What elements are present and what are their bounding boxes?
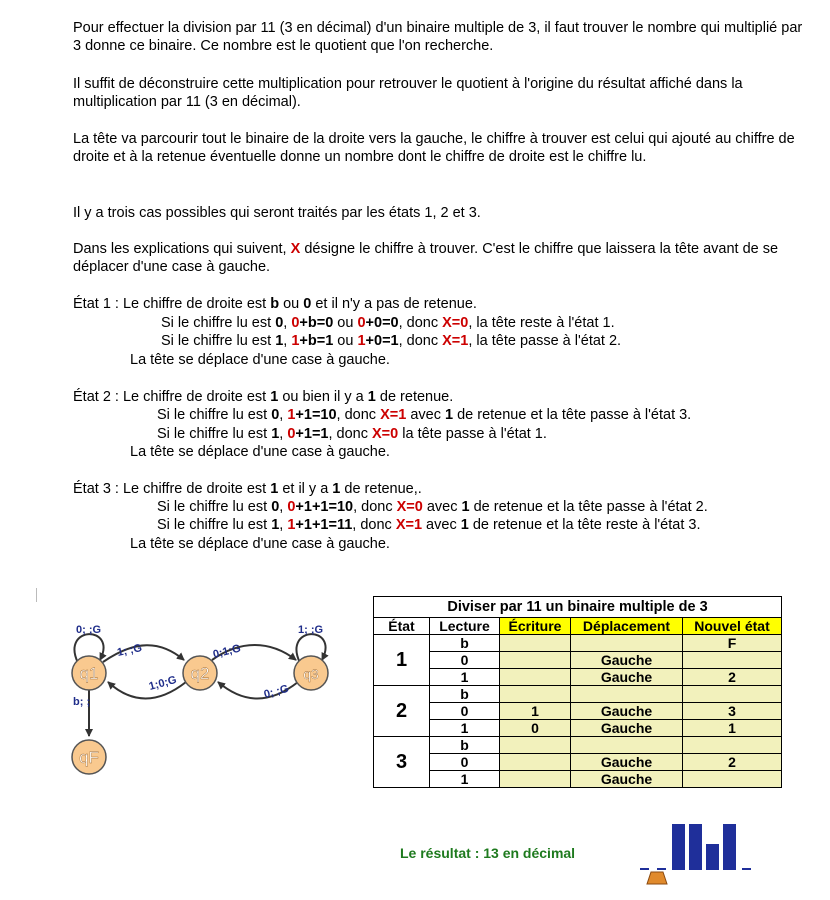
e1l2-k: X=1 <box>442 333 469 349</box>
e3l2-b: 1 <box>271 517 280 533</box>
e3l1-f: , donc <box>353 499 397 515</box>
nouvel-etat-cell: 2 <box>683 754 782 771</box>
e1l1-l: , la tête reste à l'état 1. <box>468 315 615 331</box>
etat2-case-1 <box>157 425 547 443</box>
e1l1-h: 0 <box>357 315 366 331</box>
etat-cell: 3 <box>374 737 430 788</box>
e1l2-i: +0=1 <box>365 333 399 349</box>
etat2-head-a: État 2 : Le chiffre de droite est <box>73 389 271 405</box>
table-row <box>374 686 782 703</box>
e1l2-f: b=1 <box>307 333 334 349</box>
e2l2-h: la tête passe à l'état 1. <box>398 426 547 442</box>
header-nouvel-etat: Nouvel état <box>683 618 782 635</box>
margin-mark <box>36 588 37 602</box>
etat1-head-e: et il n'y a pas de retenue. <box>311 296 477 312</box>
e1l1-c: , <box>283 315 292 331</box>
intro-paragraph-1: Pour effectuer la division par 11 (3 en décimal) d'un binaire multiple de 3, il faut trouver le nombre qui multiplié par 3 donne ce binaire. Ce nombre est le quotient que l'on recherche. <box>73 20 803 54</box>
etat2-head-e: de retenue. <box>375 389 454 405</box>
tape-bar-zero <box>706 844 719 870</box>
etat1-case-1 <box>161 332 621 350</box>
table-caption: Diviser par 11 un binaire multiple de 3 <box>374 597 782 618</box>
table-row <box>374 720 782 737</box>
e3l1-h: avec <box>422 499 462 515</box>
e3l1-d: 0 <box>287 499 296 515</box>
p5-text-a: Dans les explications qui suivent, <box>73 241 291 257</box>
intro-paragraph-4: Il y a trois cas possibles qui seront traités par les états 1, 2 et 3. <box>73 205 481 221</box>
e1l1-d: 0 <box>291 315 300 331</box>
e3l2-f: , donc <box>352 517 396 533</box>
e1l2-a: Si le chiffre lu est <box>161 333 276 349</box>
e1l1-a: Si le chiffre lu est <box>161 315 276 331</box>
e3l2-d: 1 <box>287 517 296 533</box>
ecriture-cell: 0 <box>500 720 571 737</box>
e2l2-f: , donc <box>328 426 373 442</box>
e2l1-c: , <box>279 407 288 423</box>
etat-cell: 2 <box>374 686 430 737</box>
etat2-head-b: 1 <box>270 389 279 405</box>
label-loop-q3: 1; ;G <box>298 624 324 636</box>
etat3-head-c: et il y a <box>278 481 333 497</box>
etat1-case-0 <box>161 314 615 332</box>
e2l1-g: X=1 <box>380 407 407 423</box>
table-row <box>374 669 782 686</box>
label-loop-q1: 0; ;G <box>76 624 102 636</box>
e2l1-j: de retenue et la tête passe à l'état 3. <box>453 407 692 423</box>
e1l2-e: + <box>299 333 308 349</box>
ecriture-cell <box>500 754 571 771</box>
e1l1-k: X=0 <box>442 315 469 331</box>
table-row <box>374 754 782 771</box>
e2l2-b: 1 <box>271 426 280 442</box>
etat2-heading <box>73 388 453 406</box>
tape-blank-cell <box>640 868 649 870</box>
lecture-cell: 0 <box>430 754 500 771</box>
intro-paragraph-3: La tête va parcourir tout le binaire de la droite vers la gauche, le chiffre à trouver est celui qui ajouté au chiffre de droite et à la retenue éventuelle donne un nombre dont le chiffre de droite est le chiffre lu. <box>73 131 795 165</box>
deplacement-cell: Gauche <box>571 771 683 788</box>
e1l2-h: 1 <box>357 333 366 349</box>
etat3-case-0 <box>157 498 708 516</box>
deplacement-cell <box>571 635 683 652</box>
e3l1-c: , <box>279 499 288 515</box>
label-q3-q2: 0; ;G <box>262 682 290 701</box>
nouvel-etat-cell <box>683 652 782 669</box>
tape-head-icon <box>647 872 667 884</box>
e3l1-j: de retenue et la tête passe à l'état 2. <box>469 499 708 515</box>
ecriture-cell: 1 <box>500 703 571 720</box>
tape-blank-cell <box>742 868 751 870</box>
tape-bar-one <box>723 824 736 870</box>
e1l1-b: 0 <box>275 315 284 331</box>
lecture-cell: 0 <box>430 652 500 669</box>
header-etat: État <box>374 618 430 635</box>
e1l1-f: b=0 <box>307 315 334 331</box>
e3l1-e: +1+1=10 <box>295 499 354 515</box>
label-q2-q3: 0;1;G <box>211 642 243 661</box>
e3l1-i: 1 <box>461 499 470 515</box>
header-lecture: Lecture <box>430 618 500 635</box>
e1l2-l: , la tête passe à l'état 2. <box>468 333 622 349</box>
etat-cell: 1 <box>374 635 430 686</box>
nouvel-etat-cell: 1 <box>683 720 782 737</box>
e1l2-g: ou <box>333 333 358 349</box>
intro-paragraph-5 <box>73 240 813 276</box>
state-qF-label: qF <box>79 748 99 767</box>
etat2-move: La tête se déplace d'une case à gauche. <box>130 444 390 460</box>
nouvel-etat-cell <box>683 686 782 703</box>
table-row <box>374 635 782 652</box>
table-row <box>374 703 782 720</box>
nouvel-etat-cell: 3 <box>683 703 782 720</box>
deplacement-cell: Gauche <box>571 703 683 720</box>
e1l1-g: ou <box>333 315 358 331</box>
label-q1-qF: b; ; <box>73 696 91 708</box>
state-q3-label: q3 <box>303 666 319 682</box>
e2l2-d: 0 <box>287 426 296 442</box>
e3l2-g: X=1 <box>395 517 423 533</box>
tape-blank-cell <box>657 868 666 870</box>
e2l1-a: Si le chiffre lu est <box>157 407 272 423</box>
lecture-cell: b <box>430 737 500 754</box>
ecriture-cell <box>500 686 571 703</box>
e3l2-j: de retenue et la tête reste à l'état 3. <box>468 517 701 533</box>
e1l2-b: 1 <box>275 333 284 349</box>
etat2-head-c: ou bien il y a <box>278 389 368 405</box>
etat1-head-d: 0 <box>303 296 312 312</box>
tape-illustration <box>634 818 774 890</box>
etat2-head-d: 1 <box>367 389 376 405</box>
e2l2-c: , <box>279 426 288 442</box>
intro-paragraph-2: Il suffit de déconstruire cette multiplication pour retrouver le quotient à l'origine du résultat affiché dans la multiplication par 11 (3 en décimal). <box>73 76 743 110</box>
etat3-head-b: 1 <box>270 481 279 497</box>
etat3-move: La tête se déplace d'une case à gauche. <box>130 536 390 552</box>
tape-bar-one <box>689 824 702 870</box>
e3l1-g: X=0 <box>396 499 423 515</box>
e3l2-a: Si le chiffre lu est <box>157 517 272 533</box>
result-text: Le résultat : 13 en décimal <box>400 845 576 861</box>
e2l1-d: 1 <box>287 407 296 423</box>
lecture-cell: b <box>430 686 500 703</box>
transition-table <box>373 596 782 788</box>
ecriture-cell <box>500 737 571 754</box>
state-q1-label: q1 <box>79 664 99 683</box>
nouvel-etat-cell: 2 <box>683 669 782 686</box>
e1l2-c: , <box>283 333 292 349</box>
deplacement-cell: Gauche <box>571 754 683 771</box>
deplacement-cell: Gauche <box>571 669 683 686</box>
ecriture-cell <box>500 652 571 669</box>
table-row <box>374 652 782 669</box>
tape-bar-one <box>672 824 685 870</box>
header-ecriture: Écriture <box>500 618 571 635</box>
nouvel-etat-cell <box>683 737 782 754</box>
e2l1-i: 1 <box>444 407 454 423</box>
ecriture-cell <box>500 771 571 788</box>
e3l1-b: 0 <box>271 499 280 515</box>
e2l2-e: +1=1 <box>295 426 329 442</box>
e1l1-j: , donc <box>398 315 443 331</box>
header-deplacement: Déplacement <box>571 618 683 635</box>
nouvel-etat-cell <box>683 771 782 788</box>
etat3-head-e: de retenue,. <box>340 481 422 497</box>
e2l1-b: 0 <box>271 407 280 423</box>
etat3-case-1 <box>157 516 701 534</box>
lecture-cell: 1 <box>430 771 500 788</box>
ecriture-cell <box>500 669 571 686</box>
etat1-head-c: ou <box>279 296 304 312</box>
e1l1-e: + <box>299 315 308 331</box>
etat1-head-b: b <box>270 296 280 312</box>
e2l1-f: , donc <box>336 407 381 423</box>
q1-to-q2-arrow <box>103 645 184 662</box>
deplacement-cell <box>571 737 683 754</box>
lecture-cell: 0 <box>430 703 500 720</box>
table-row <box>374 771 782 788</box>
e2l2-g: X=0 <box>372 426 399 442</box>
lecture-cell: 1 <box>430 669 500 686</box>
state-q2-label: q2 <box>190 664 210 683</box>
e1l2-d: 1 <box>291 333 300 349</box>
e3l1-a: Si le chiffre lu est <box>157 499 272 515</box>
e3l2-i: 1 <box>460 517 469 533</box>
lecture-cell: 1 <box>430 720 500 737</box>
e3l2-c: , <box>279 517 288 533</box>
etat3-head-a: État 3 : Le chiffre de droite est <box>73 481 271 497</box>
etat3-heading <box>73 480 422 498</box>
e1l2-j: , donc <box>398 333 443 349</box>
etat2-case-0 <box>157 406 691 424</box>
lecture-cell: b <box>430 635 500 652</box>
etat1-move: La tête se déplace d'une case à gauche. <box>130 352 390 368</box>
e2l1-h: avec <box>406 407 445 423</box>
p5-x: X <box>290 241 301 257</box>
label-q2-q1: 1;0;G <box>147 674 178 693</box>
table-row <box>374 737 782 754</box>
etat1-heading <box>73 295 477 313</box>
deplacement-cell: Gauche <box>571 720 683 737</box>
ecriture-cell <box>500 635 571 652</box>
nouvel-etat-cell: F <box>683 635 782 652</box>
etat1-head-a: État 1 : Le chiffre de droite est <box>73 296 271 312</box>
label-q1-q2: 1; ;G <box>116 641 144 659</box>
p5-text-b: désigne le chiffre à trouver. C'est le chiffre que laissera la tête avant de se déplacer d'une case à gauche. <box>73 241 779 275</box>
e1l1-i: +0=0 <box>365 315 399 331</box>
e2l1-e: +1=10 <box>295 407 337 423</box>
deplacement-cell <box>571 686 683 703</box>
e3l2-h: avec <box>422 517 461 533</box>
deplacement-cell: Gauche <box>571 652 683 669</box>
etat3-head-d: 1 <box>332 481 341 497</box>
e2l2-a: Si le chiffre lu est <box>157 426 272 442</box>
state-diagram <box>62 612 352 782</box>
e3l2-e: +1+1=11 <box>295 517 353 533</box>
